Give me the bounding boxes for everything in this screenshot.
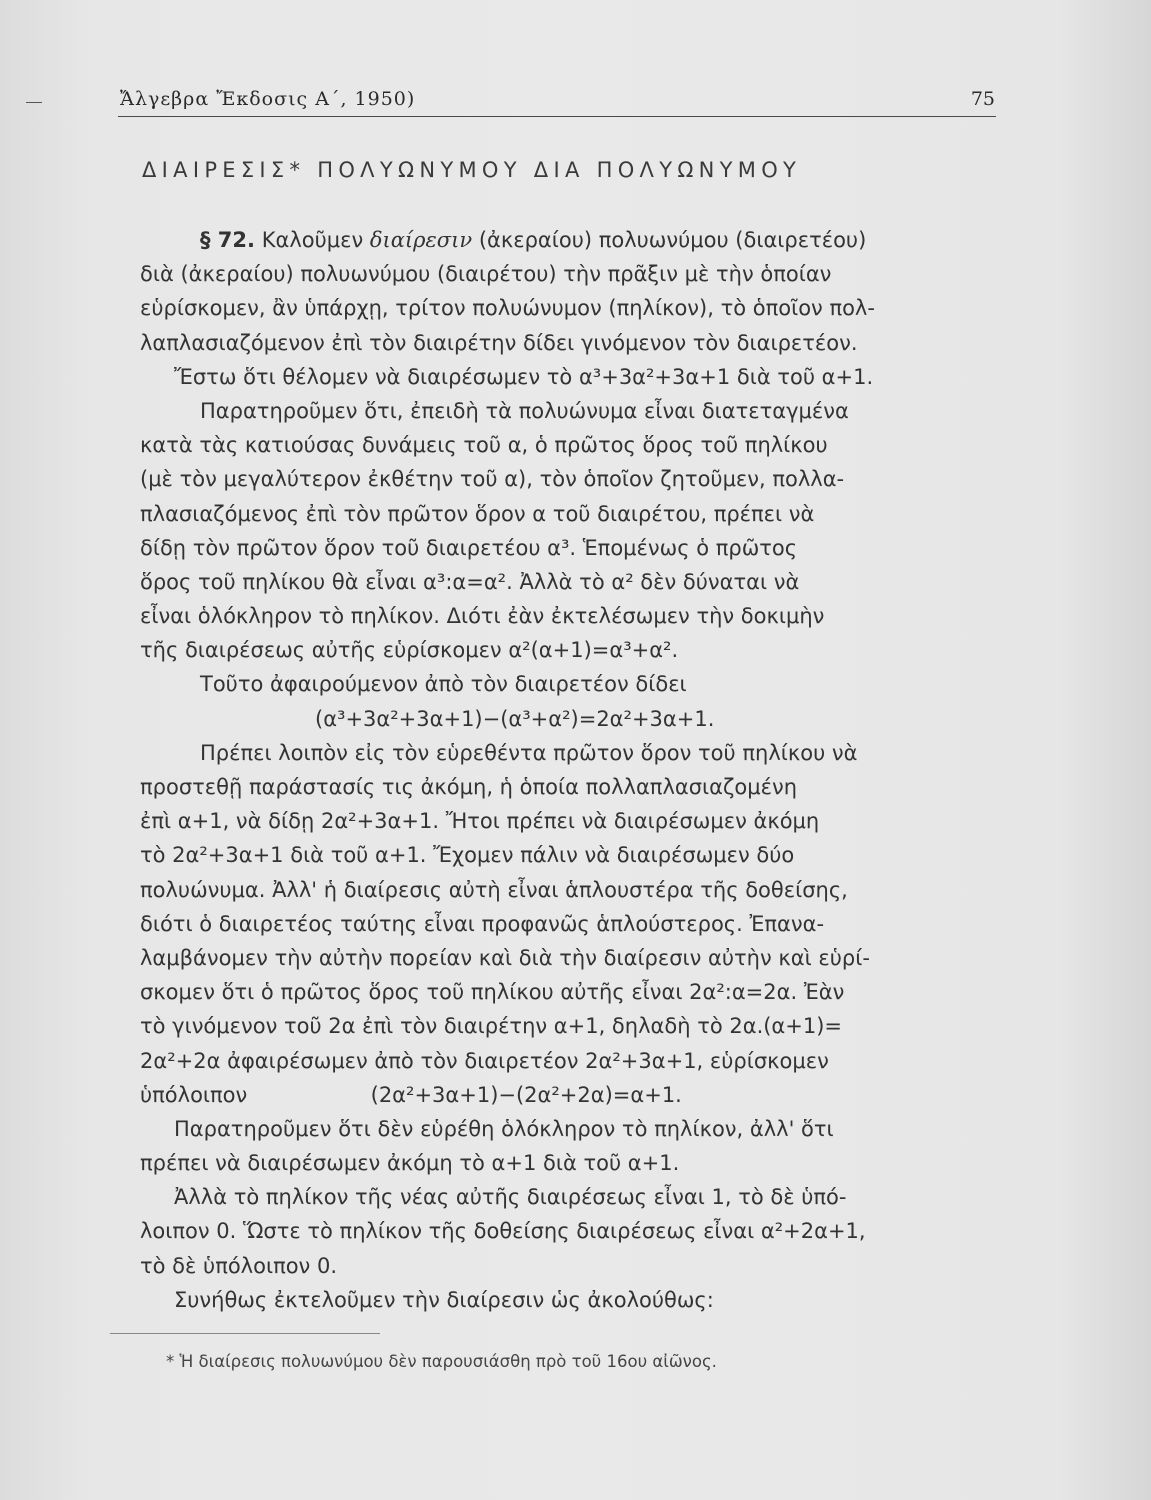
- text-line: σκομεν ὅτι ὁ πρῶτος ὅρος τοῦ πηλίκου αὐτῆς εἶναι 2α²:α=2α. Ἐὰν: [140, 980, 845, 1005]
- text-line: Συνήθως ἐκτελοῦμεν τὴν διαίρεσιν ὡς ἀκολούθως:: [174, 1287, 714, 1312]
- text-line: ὅρος τοῦ πηλίκου θὰ εἶναι α³:α=α². Ἀλλὰ τὸ α² δὲν δύναται νὰ: [140, 569, 800, 594]
- text-line: λαμβάνομεν τὴν αὐτὴν πορείαν καὶ διὰ τὴν διαίρεσιν αὐτὴν καὶ εὑρί-: [140, 945, 870, 970]
- text-line: τὸ δὲ ὑπόλοιπον 0.: [140, 1253, 337, 1278]
- text-line: λοιπον 0. Ὥστε τὸ πηλίκον τῆς δοθείσης διαιρέσεως εἶναι α²+2α+1,: [140, 1219, 866, 1244]
- text-line: δίδῃ τὸν πρῶτον ὅρον τοῦ διαιρετέου α³. Ἑπομένως ὁ πρῶτος: [140, 535, 798, 560]
- text-line: Πρέπει λοιπὸν εἰς τὸν εὑρεθέντα πρῶτον ὅρον τοῦ πηλίκου νὰ: [200, 740, 858, 765]
- header-title: Ἄλγεβρα Ἔκδοσις Α΄, 1950): [120, 88, 416, 110]
- text-line: τῆς διαιρέσεως αὐτῆς εὑρίσκομεν α²(α+1)=α³+α².: [140, 638, 679, 663]
- text-fragment: (ἀκεραίου) πολυωνύμου (διαιρετέου): [478, 228, 867, 252]
- text-line: τὸ 2α²+3α+1 διὰ τοῦ α+1. Ἔχομεν πάλιν νὰ διαιρέσωμεν δύο: [140, 843, 795, 868]
- section-title: ΔΙΑΙΡΕΣΙΣ* ΠΟΛΥΩΝΥΜΟΥ ΔΙΑ ΠΟΛΥΩΝΥΜΟΥ: [142, 158, 802, 182]
- text-line: πρέπει νὰ διαιρέσωμεν ἀκόμη τὸ α+1 διὰ τοῦ α+1.: [140, 1151, 680, 1176]
- text-line: εἶναι ὁλόκληρον τὸ πηλίκον. Διότι ἐὰν ἐκτελέσωμεν τὴν δοκιμὴν: [140, 604, 825, 629]
- text-line: Ἀλλὰ τὸ πηλίκον τῆς νέας αὐτῆς διαιρέσεως εἶναι 1, τὸ δὲ ὑπό-: [174, 1185, 847, 1210]
- body-text: [140, 223, 990, 1317]
- text-line: διότι ὁ διαιρετέος ταύτης εἶναι προφανῶς ἁπλούστερος. Ἐπανα-: [140, 911, 825, 936]
- page-number: 75: [970, 88, 995, 110]
- formula-fragment: (2α²+3α+1)−(2α²+2α)=α+1.: [370, 1082, 682, 1107]
- margin-mark: [26, 102, 42, 103]
- text-line: Παρατηροῦμεν ὅτι, ἐπειδὴ τὰ πολυώνυμα εἶναι διατεταγμένα: [200, 398, 849, 423]
- text-fragment: ὑπόλοιπον: [140, 1082, 248, 1107]
- text-line: ἐπὶ α+1, νὰ δίδῃ 2α²+3α+1. Ἤτοι πρέπει νὰ διαιρέσωμεν ἀκόμη: [140, 809, 820, 834]
- text-line: πλασιαζόμενος ἐπὶ τὸν πρῶτον ὅρον α τοῦ διαιρέτου, πρέπει νὰ: [140, 501, 815, 526]
- footnote: * Ἡ διαίρεσις πολυωνύμου δὲν παρουσιάσθη πρὸ τοῦ 16ου αἰῶνος.: [166, 1352, 717, 1371]
- text-line: [140, 223, 990, 257]
- paragraph-number: § 72.: [200, 228, 256, 252]
- formula-line: (α³+3α²+3α+1)−(α³+α²)=2α²+3α+1.: [315, 706, 715, 731]
- footnote-rule: [110, 1333, 380, 1334]
- text-line: Παρατηροῦμεν ὅτι δὲν εὑρέθη ὁλόκληρον τὸ πηλίκον, ἀλλ' ὅτι: [174, 1116, 834, 1141]
- text-line: Τοῦτο ἀφαιρούμενον ἀπὸ τὸν διαιρετέον δίδει: [200, 672, 687, 697]
- header-rule: [118, 116, 996, 117]
- text-line: λαπλασιαζόμενον ἐπὶ τὸν διαιρέτην δίδει γινόμενον τὸν διαιρετέον.: [140, 330, 858, 355]
- text-line: τὸ γινόμενον τοῦ 2α ἐπὶ τὸν διαιρέτην α+1, δηλαδὴ τὸ 2α.(α+1)=: [140, 1014, 843, 1039]
- text-line: (μὲ τὸν μεγαλύτερον ἐκθέτην τοῦ α), τὸν ὁποῖον ζητοῦμεν, πολλα-: [140, 467, 845, 492]
- text-line: κατὰ τὰς κατιούσας δυνάμεις τοῦ α, ὁ πρῶτος ὅρος τοῦ πηλίκου: [140, 433, 828, 458]
- text-line: πολυώνυμα. Ἀλλ' ἡ διαίρεσις αὐτὴ εἶναι ἁπλουστέρα τῆς δοθείσης,: [140, 877, 848, 902]
- text-line: Ἔστω ὅτι θέλομεν νὰ διαιρέσωμεν τὸ α³+3α²+3α+1 διὰ τοῦ α+1.: [174, 364, 874, 389]
- running-head: [120, 88, 995, 110]
- text-fragment: Καλοῦμεν: [261, 228, 364, 252]
- text-line: εὑρίσκομεν, ἂν ὑπάρχῃ, τρίτον πολυώνυμον (πηλίκον), τὸ ὁποῖον πολ-: [140, 296, 875, 321]
- text-line: προστεθῇ παράστασίς τις ἀκόμη, ἡ ὁποία πολλαπλασιαζομένη: [140, 775, 797, 799]
- text-line: διὰ (ἀκεραίου) πολυωνύμου (διαιρέτου) τὴν πρᾶξιν μὲ τὴν ὁποίαν: [140, 262, 832, 287]
- term-italic: διαίρεσιν: [369, 228, 473, 252]
- text-line: [140, 1078, 990, 1112]
- text-line: 2α²+2α ἀφαιρέσωμεν ἀπὸ τὸν διαιρετέον 2α²+3α+1, εὑρίσκομεν: [140, 1048, 829, 1073]
